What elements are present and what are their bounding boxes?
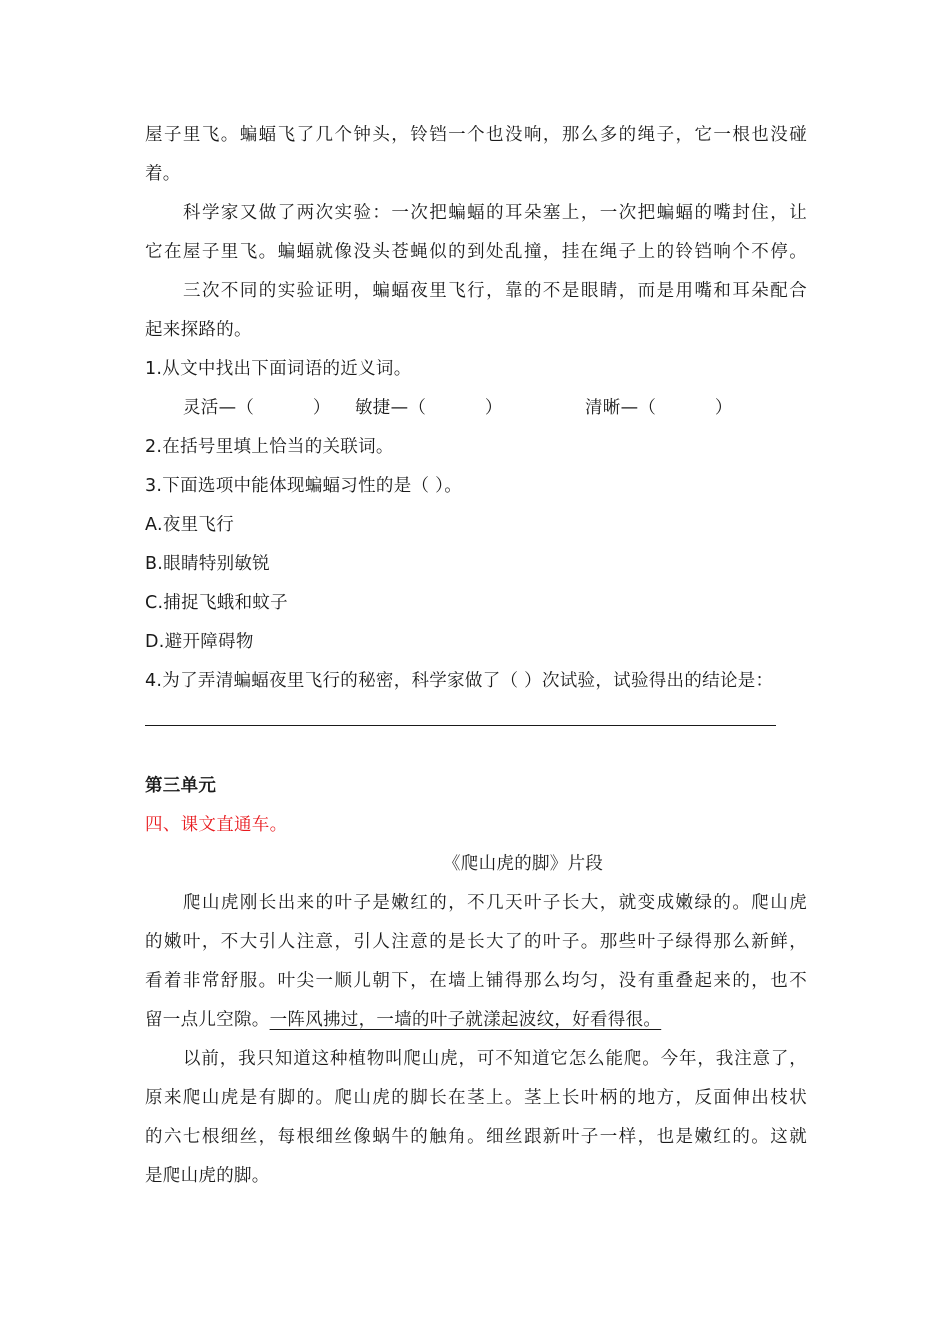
synonym-blank-1[interactable]: 灵活—（ ） bbox=[183, 398, 331, 418]
underlined-sentence: 一阵风拂过，一墙的叶子就漾起波纹，好看得很。 bbox=[269, 1010, 662, 1030]
passage-line: 科学家又做了两次实验：一次把蝙蝠的耳朵塞上，一次把蝙蝠的嘴封住，让 bbox=[183, 203, 807, 223]
question-4: 4.为了弄清蝙蝠夜里飞行的秘密，科学家做了（ ）次试验，试验得出的结论是： bbox=[145, 671, 774, 691]
section-heading: 四、课文直通车。 bbox=[145, 815, 288, 835]
passage-line: 以前，我只知道这种植物叫爬山虎，可不知道它怎么能爬。今年，我注意了， bbox=[183, 1049, 807, 1069]
unit-heading: 第三单元 bbox=[145, 776, 217, 796]
synonym-blank-2[interactable]: 敏捷—（ ） bbox=[355, 398, 503, 418]
option-b[interactable]: B.眼睛特别敏锐 bbox=[145, 554, 270, 574]
question-2: 2.在括号里填上恰当的关联词。 bbox=[145, 437, 394, 457]
question-3: 3.下面选项中能体现蝙蝠习性的是（ ）。 bbox=[145, 476, 463, 496]
synonym-blank-3[interactable]: 清晰—（ ） bbox=[585, 398, 733, 418]
passage-line: 三次不同的实验证明，蝙蝠夜里飞行，靠的不是眼睛，而是用嘴和耳朵配合 bbox=[183, 281, 807, 301]
passage-line: 看着非常舒服。叶尖一顺儿朝下，在墙上铺得那么均匀，没有重叠起来的，也不 bbox=[145, 971, 807, 991]
passage-line: 起来探路的。 bbox=[145, 320, 252, 340]
passage-line: 是爬山虎的脚。 bbox=[145, 1166, 270, 1186]
passage-line: 着。 bbox=[145, 164, 181, 184]
passage-line: 的六七根细丝，每根细丝像蜗牛的触角。细丝跟新叶子一样，也是嫩红的。这就 bbox=[145, 1127, 807, 1147]
passage-text: 留一点儿空隙。 bbox=[145, 1010, 270, 1030]
document-page bbox=[145, 116, 807, 1196]
passage-line: 爬山虎刚长出来的叶子是嫩红的，不几天叶子长大，就变成嫩绿的。爬山虎 bbox=[183, 893, 807, 913]
question-1: 1.从文中找出下面词语的近义词。 bbox=[145, 359, 412, 379]
passage-line: 的嫩叶，不大引人注意，引人注意的是长大了的叶子。那些叶子绿得那么新鲜， bbox=[145, 932, 807, 952]
option-c[interactable]: C.捕捉飞蛾和蚊子 bbox=[145, 593, 288, 613]
passage-title: 《爬山虎的脚》片段 bbox=[443, 854, 604, 874]
option-d[interactable]: D.避开障碍物 bbox=[145, 632, 254, 652]
question-1-items bbox=[145, 389, 807, 428]
answer-line[interactable] bbox=[145, 725, 776, 726]
passage-line: 原来爬山虎是有脚的。爬山虎的脚长在茎上。茎上长叶柄的地方，反面伸出枝状 bbox=[145, 1088, 807, 1108]
passage-line bbox=[145, 1001, 807, 1040]
passage-line: 屋子里飞。蝙蝠飞了几个钟头，铃铛一个也没响，那么多的绳子，它一根也没碰 bbox=[145, 125, 807, 145]
option-a[interactable]: A.夜里飞行 bbox=[145, 515, 235, 535]
passage-line: 它在屋子里飞。蝙蝠就像没头苍蝇似的到处乱撞，挂在绳子上的铃铛响个不停。 bbox=[145, 242, 807, 262]
